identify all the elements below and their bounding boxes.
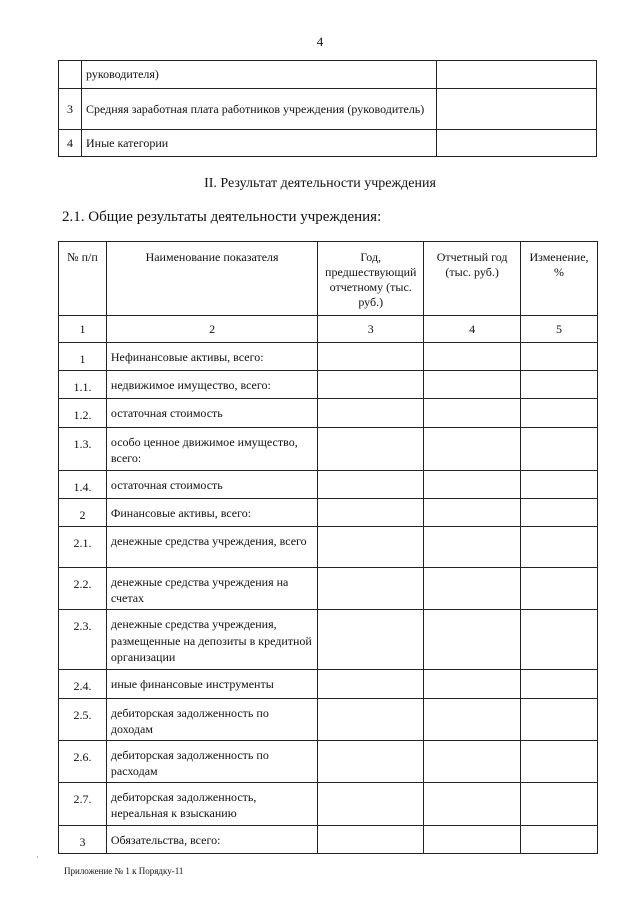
cell-change [521,567,598,609]
header-prev-year: Год, предшествующий отчетному (тыс. руб.) [318,242,424,316]
row-number: 1.4. [59,470,107,498]
row-number: 2.6. [59,740,107,782]
row-indicator: Нефинансовые активы, всего: [106,343,317,371]
header-current-year: Отчетный год (тыс. руб.) [424,242,521,316]
header-row [59,242,598,316]
table-row [59,698,598,740]
cell-change [521,470,598,498]
cell-change [521,371,598,399]
row-indicator: денежные средства учреждения на счетах [106,567,317,609]
section-title: II. Результат деятельности учреждения [204,176,436,191]
table-row [59,825,598,853]
cell-prev [318,371,424,399]
table-row [59,427,598,470]
cell-current [424,526,521,567]
row-indicator: денежные средства учреждения, размещенные на депозиты в кредитной организации [106,610,317,670]
cell-current [424,399,521,427]
margin-mark: · [36,852,39,862]
row-text: Средняя заработная плата работников учреждения (руководитель) [82,89,437,130]
table-row [59,567,598,609]
row-number: 2 [59,498,107,526]
cell-prev [318,610,424,670]
row-indicator: Финансовые активы, всего: [106,498,317,526]
cell-current [424,825,521,853]
footer-note: Приложение № 1 к Порядку-11 [64,866,184,876]
table-row [59,670,598,698]
table-row [59,89,597,130]
row-number: 1 [59,343,107,371]
cell-prev [318,399,424,427]
cell-change [521,610,598,670]
subsection-title: 2.1. Общие результаты деятельности учреждения: [62,209,382,225]
cell-prev [318,670,424,698]
cell-current [424,371,521,399]
cell-change [521,670,598,698]
row-number: 2.4. [59,670,107,698]
row-number: 1.3. [59,427,107,470]
cell-change [521,825,598,853]
page-number: 4 [316,34,324,49]
table-row [59,399,598,427]
row-indicator: остаточная стоимость [106,470,317,498]
row-indicator: иные финансовые инструменты [106,670,317,698]
cell-current [424,567,521,609]
cell-current [424,343,521,371]
cell-prev [318,825,424,853]
row-value [437,89,597,130]
cell-prev [318,498,424,526]
cell-prev [318,427,424,470]
cell-change [521,343,598,371]
column-index: 5 [521,316,598,343]
column-index-row [59,316,598,343]
cell-current [424,740,521,782]
row-number: 2.7. [59,783,107,825]
header-change: Изменение, % [521,242,598,316]
table-row [59,740,598,782]
table-row [59,343,598,371]
table-row [59,610,598,670]
cell-current [424,610,521,670]
row-indicator: остаточная стоимость [106,399,317,427]
table-row [59,526,598,567]
column-index: 3 [318,316,424,343]
cell-current [424,698,521,740]
cell-change [521,526,598,567]
row-text: руководителя) [82,61,437,89]
column-index: 4 [424,316,521,343]
cell-change [521,427,598,470]
table-row [59,371,598,399]
cell-change [521,399,598,427]
table-row [59,61,597,89]
row-number: 3 [59,825,107,853]
cell-current [424,427,521,470]
cell-current [424,498,521,526]
cell-current [424,470,521,498]
cell-prev [318,740,424,782]
table-row [59,470,598,498]
row-number: 4 [59,130,82,157]
row-number [59,61,82,89]
table-row [59,498,598,526]
header-num: № п/п [59,242,107,316]
general-results-table [58,241,598,854]
row-indicator: особо ценное движимое имущество, всего: [106,427,317,470]
row-number: 2.5. [59,698,107,740]
staff-categories-table-continuation [58,60,597,157]
cell-prev [318,470,424,498]
row-indicator: денежные средства учреждения, всего [106,526,317,567]
cell-prev [318,783,424,825]
row-indicator: дебиторская задолженность по расходам [106,740,317,782]
cell-change [521,740,598,782]
cell-prev [318,526,424,567]
cell-change [521,783,598,825]
cell-change [521,498,598,526]
row-indicator: недвижимое имущество, всего: [106,371,317,399]
row-number: 1.1. [59,371,107,399]
cell-prev [318,343,424,371]
row-number: 1.2. [59,399,107,427]
table-row [59,783,598,825]
row-value [437,130,597,157]
row-number: 2.2. [59,567,107,609]
header-name: Наименование показателя [106,242,317,316]
row-indicator: Обязательства, всего: [106,825,317,853]
row-value [437,61,597,89]
cell-change [521,698,598,740]
column-index: 1 [59,316,107,343]
row-text: Иные категории [82,130,437,157]
row-number: 2.3. [59,610,107,670]
table-row [59,130,597,157]
row-number: 2.1. [59,526,107,567]
row-indicator: дебиторская задолженность по доходам [106,698,317,740]
cell-current [424,670,521,698]
row-number: 3 [59,89,82,130]
cell-prev [318,567,424,609]
cell-current [424,783,521,825]
row-indicator: дебиторская задолженность, нереальная к взысканию [106,783,317,825]
cell-prev [318,698,424,740]
column-index: 2 [106,316,317,343]
